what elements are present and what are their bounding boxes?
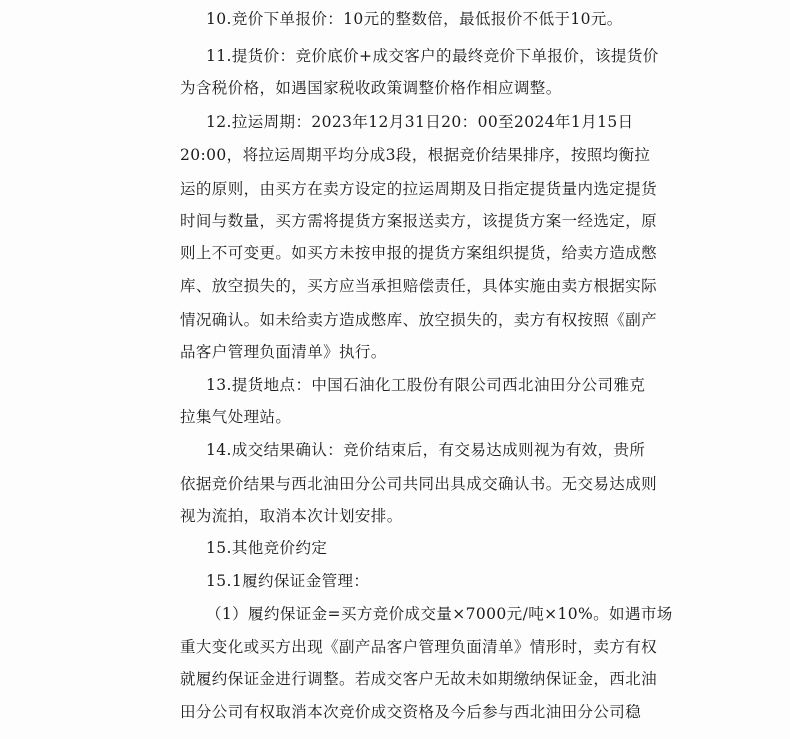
doc-line-deposit-3: 就履约保证金进行调整。若成交客户无故未如期缴纳保证金，西北油: [180, 670, 658, 688]
doc-line-result-confirm-3: 视为流拍，取消本次计划安排。: [180, 507, 403, 525]
doc-line-deposit-heading: 15.1履约保证金管理：: [206, 572, 370, 590]
doc-line-transport-period-8: 品客户管理负面清单》执行。: [180, 343, 387, 361]
doc-line-transport-period-2: 20:00，将拉运周期平均分成3段，根据竞价结果排序，按照均衡拉: [180, 146, 651, 164]
doc-line-transport-period-7: 情况确认。如未给卖方造成憋库、放空损失的，卖方有权按照《副产: [180, 311, 658, 329]
doc-line-pickup-location: 13.提货地点：中国石油化工股份有限公司西北油田分公司雅克: [206, 376, 646, 394]
doc-line-bid-increment: 10.竞价下单报价：10元的整数倍，最低报价不低于10元。: [206, 10, 623, 28]
doc-line-deposit-1: （1）履约保证金=买方竞价成交量×7000元/吨×10%。如遇市场: [206, 605, 673, 623]
doc-line-result-confirm-2: 依据竞价结果与西北油田分公司共同出具成交确认书。无交易达成则: [180, 475, 658, 493]
doc-line-deposit-4: 田分公司有权取消本次竞价成交资格及今后参与西北油田分公司稳: [180, 703, 642, 721]
doc-line-deposit-2: 重大变化或买方出现《副产品客户管理负面清单》情形时，卖方有权: [180, 638, 658, 656]
doc-line-result-confirm: 14.成交结果确认：竞价结束后，有交易达成则视为有效，贵所: [206, 441, 646, 459]
doc-line-transport-period-5: 则上不可变更。如买方未按申报的提货方案组织提货，给卖方造成憋: [180, 244, 658, 262]
doc-line-pickup-price: 11.提货价：竞价底价+成交客户的最终竞价下单报价，该提货价: [206, 47, 659, 65]
doc-line-pickup-price-cont: 为含税价格，如遇国家税收政策调整价格作相应调整。: [180, 79, 562, 97]
doc-line-transport-period-6: 库、放空损失的，买方应当承担赔偿责任，具体实施由卖方根据实际: [180, 277, 658, 295]
doc-line-transport-period-4: 时间与数量，买方需将提货方案报送卖方，该提货方案一经选定，原: [180, 212, 658, 230]
doc-line-transport-period: 12.拉运周期：2023年12月31日20：00至2024年1月15日: [206, 113, 634, 131]
doc-line-pickup-location-cont: 拉集气处理站。: [180, 408, 292, 426]
doc-line-transport-period-3: 运的原则，由买方在卖方设定的拉运周期及日指定提货量内选定提货: [180, 180, 658, 198]
doc-line-other-terms: 15.其他竞价约定: [206, 539, 328, 557]
